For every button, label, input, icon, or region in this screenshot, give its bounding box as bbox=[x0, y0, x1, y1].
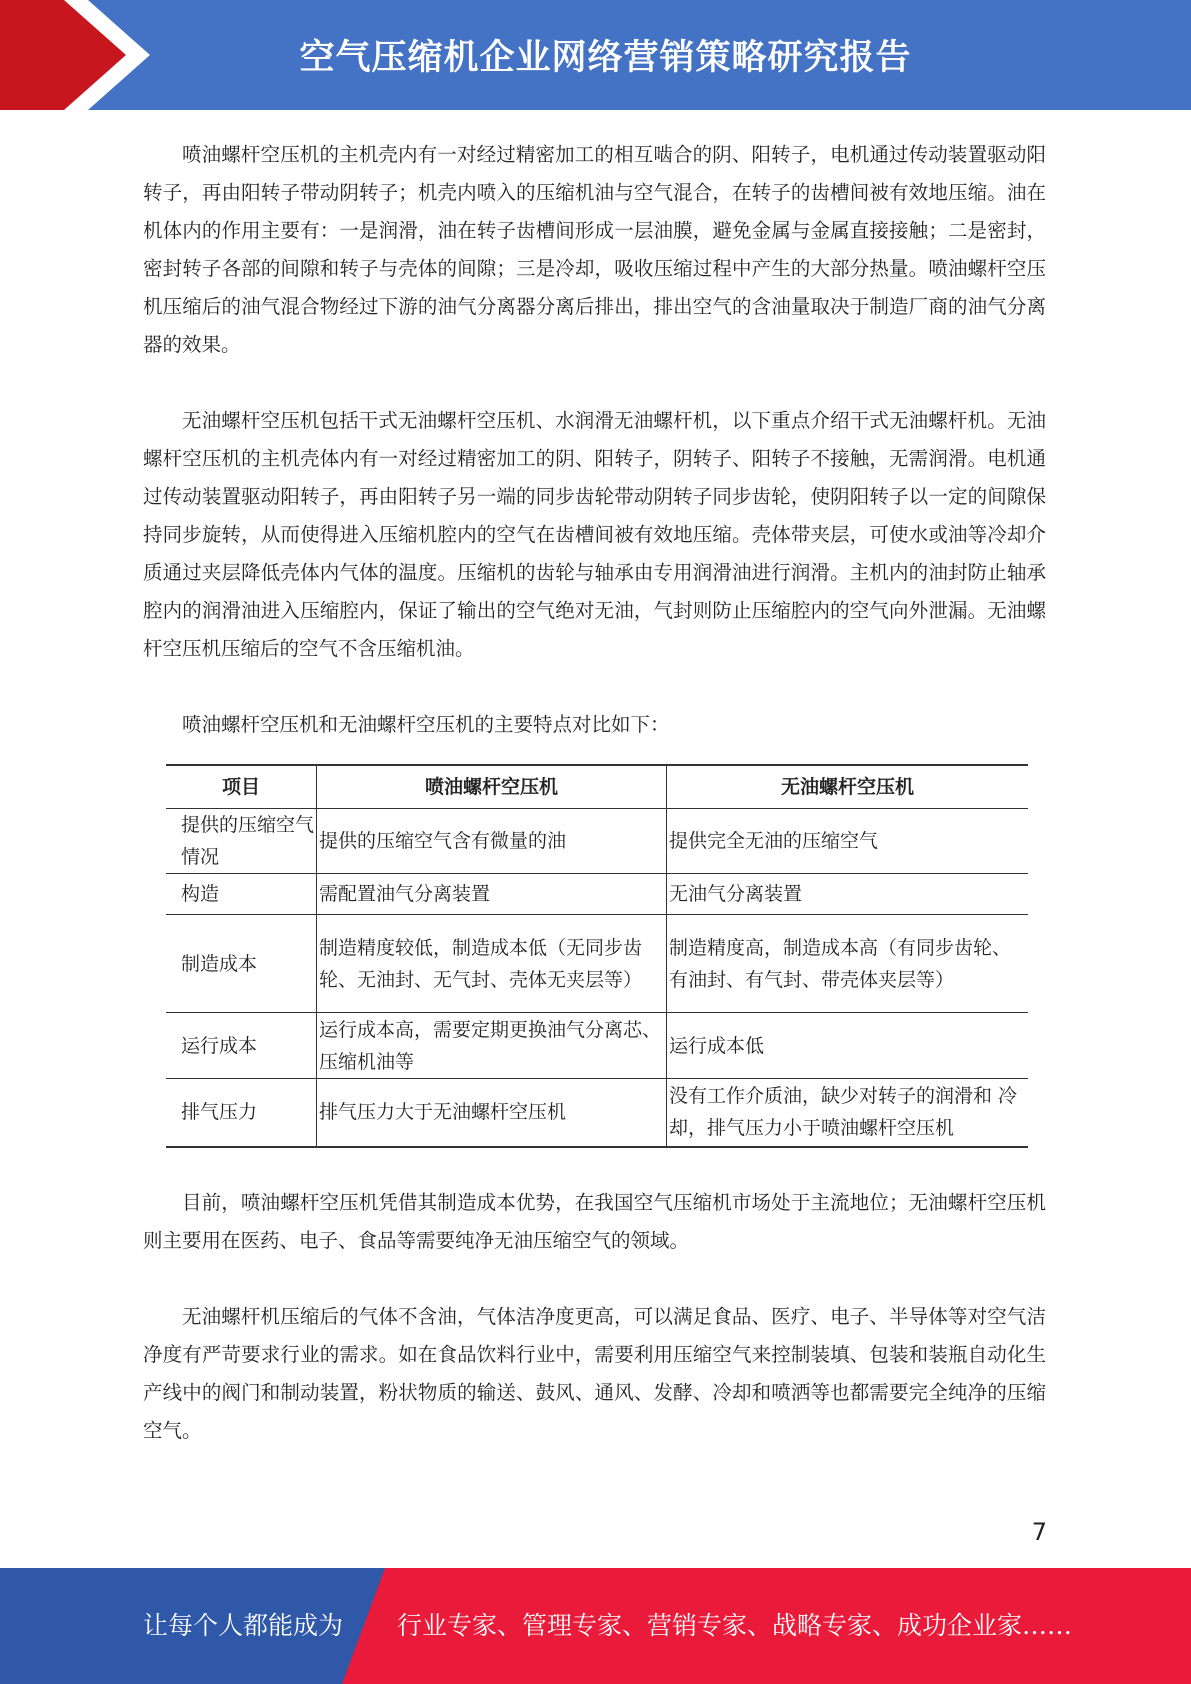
oil-injected-cell: 制造精度较低，制造成本低（无同步齿轮、无油封、无气封、壳体无夹层等） bbox=[317, 915, 667, 1013]
paragraph-oil-free: 无油螺杆空压机包括干式无油螺杆空压机、水润滑无油螺杆机，以下重点介绍干式无油螺杆机。无油螺杆空压机的主机壳体内有一对经过精密加工的阴、阳转子，阴转子、阳转子不接触，无需润滑。电机通过传动装置驱动阳转子，再由阳转子另一端的同步齿轮带动阴转子同步齿轮，使阴阳转子以一定的间隙保持同步旋转，从而使得进入压缩机腔内的空气在齿槽间被有效地压缩。壳体带夹层，可使水或油等冷却介质通过夹层降低壳体内气体的温度。压缩机的齿轮与轴承由专用润滑油进行润滑。主机内的油封防止轴承腔内的润滑油进入压缩腔内，保证了输出的空气绝对无油，气封则防止压缩腔内的空气向外泄漏。无油螺杆空压机压缩后的空气不含压缩机油。 bbox=[143, 409, 1046, 660]
oil-free-cell: 制造精度高，制造成本高（有同步齿轮、有油封、有气封、带壳体夹层等） bbox=[667, 915, 1029, 1013]
table-row bbox=[166, 1079, 1028, 1147]
oil-injected-cell: 需配置油气分离装置 bbox=[317, 874, 667, 915]
oil-injected-cell: 运行成本高，需要定期更换油气分离芯、压缩机油等 bbox=[317, 1013, 667, 1079]
paragraph-market-status: 目前，喷油螺杆空压机凭借其制造成本优势，在我国空气压缩机市场处于主流地位；无油螺杆空压机则主要用在医药、电子、食品等需要纯净无油压缩空气的领域。 bbox=[143, 1190, 1046, 1252]
page-number: 7 bbox=[1031, 1518, 1047, 1546]
header-item: 项目 bbox=[166, 765, 317, 809]
row-label: 运行成本 bbox=[166, 1013, 317, 1079]
header-oil-injected: 喷油螺杆空压机 bbox=[317, 765, 667, 809]
page-footer bbox=[0, 1568, 1191, 1684]
oil-free-cell: 提供完全无油的压缩空气 bbox=[667, 809, 1029, 874]
oil-injected-cell: 提供的压缩空气含有微量的油 bbox=[317, 809, 667, 874]
paragraph-applications: 无油螺杆机压缩后的气体不含油，气体洁净度更高，可以满足食品、医疗、电子、半导体等对空气洁净度有严苛要求行业的需求。如在食品饮料行业中，需要利用压缩空气来控制装填、包装和装瓶自动化生产线中的阀门和制动装置，粉状物质的输送、鼓风、通风、发酵、冷却和喷洒等也都需要完全纯净的压缩空气。 bbox=[143, 1304, 1046, 1442]
table-header-row bbox=[166, 765, 1028, 809]
report-title: 空气压缩机企业网络营销策略研究报告 bbox=[299, 38, 912, 78]
oil-free-cell: 无油气分离装置 bbox=[667, 874, 1029, 915]
footer-slogan-right: 行业专家、管理专家、营销专家、战略专家、成功企业家…… bbox=[397, 1611, 1073, 1640]
main-content bbox=[143, 136, 1046, 1488]
header-oil-free: 无油螺杆空压机 bbox=[667, 765, 1029, 809]
paragraph-oil-injected: 喷油螺杆空压机的主机壳内有一对经过精密加工的相互啮合的阴、阳转子，电机通过传动装置驱动阳转子，再由阳转子带动阴转子；机壳内喷入的压缩机油与空气混合，在转子的齿槽间被有效地压缩。油在机体内的作用主要有：一是润滑，油在转子齿槽间形成一层油膜，避免金属与金属直接接触；二是密封，密封转子各部的间隙和转子与壳体的间隙；三是冷却，吸收压缩过程中产生的大部分热量。喷油螺杆空压机压缩后的油气混合物经过下游的油气分离器分离后排出，排出空气的含油量取决于制造厂商的油气分离器的效果。 bbox=[143, 143, 1046, 356]
table-intro: 喷油螺杆空压机和无油螺杆空压机的主要特点对比如下： bbox=[182, 713, 670, 736]
table-row bbox=[166, 915, 1028, 1013]
page-header bbox=[0, 0, 1191, 110]
oil-free-cell: 运行成本低 bbox=[667, 1013, 1029, 1079]
comparison-table-wrapper bbox=[166, 764, 1028, 1148]
footer-slogan-left: 让每个人都能成为 bbox=[143, 1611, 344, 1640]
row-label: 提供的压缩空气情况 bbox=[166, 809, 317, 874]
row-label: 排气压力 bbox=[166, 1079, 317, 1147]
table-row bbox=[166, 1013, 1028, 1079]
table-row bbox=[166, 809, 1028, 874]
oil-injected-cell: 排气压力大于无油螺杆空压机 bbox=[317, 1079, 667, 1147]
table-row bbox=[166, 874, 1028, 915]
row-label: 制造成本 bbox=[166, 915, 317, 1013]
comparison-table bbox=[166, 764, 1028, 1148]
row-label: 构造 bbox=[166, 874, 317, 915]
oil-free-cell: 没有工作介质油，缺少对转子的润滑和 冷却，排气压力小于喷油螺杆空压机 bbox=[667, 1079, 1029, 1147]
